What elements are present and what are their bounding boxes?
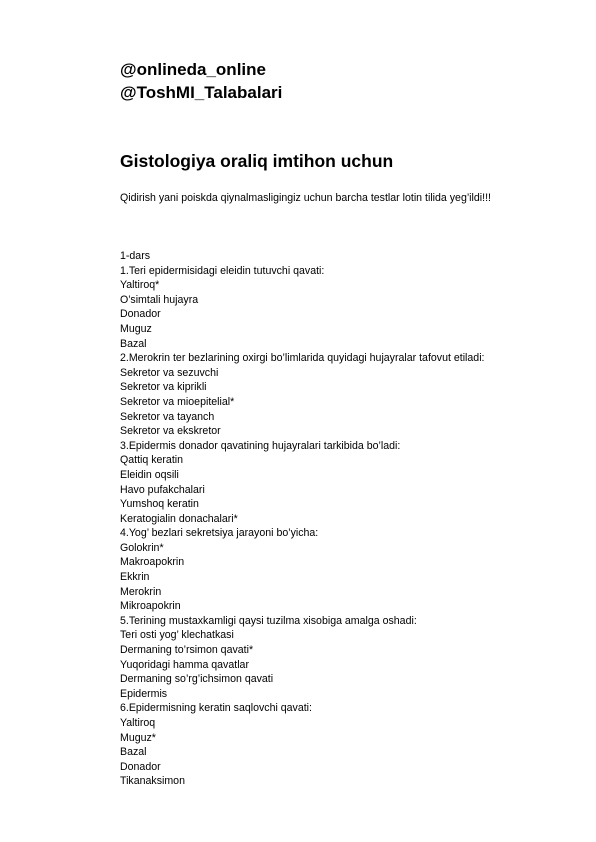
answer-option: Dermaning to’rsimon qavati*	[120, 644, 254, 657]
answer-option: Mikroapokrin	[120, 600, 181, 613]
answer-option: Sekretor va ekskretor	[120, 425, 221, 438]
answer-option: O’simtali hujayra	[120, 293, 199, 306]
answer-option: Dermaning so’rg’ichsimon qavati	[120, 673, 274, 686]
answer-option: Tikanaksimon	[120, 775, 185, 788]
question-block	[120, 439, 540, 527]
answer-option: Merokrin	[120, 585, 162, 598]
question-block	[120, 526, 540, 614]
channel-handles	[120, 58, 282, 104]
answer-option: Bazal	[120, 746, 147, 759]
answer-option: Donador	[120, 760, 161, 773]
answer-option: Makroapokrin	[120, 556, 185, 569]
question-text: 2.Merokrin ter bezlarining oxirgi bo’limlarida quyidagi hujayralar tafovut etiladi:	[120, 352, 485, 365]
answer-option: Eleidin oqsili	[120, 468, 179, 481]
answer-option: Teri osti yog’ klechatkasi	[120, 629, 234, 642]
question-text: 6.Epidermisning keratin saqlovchi qavati:	[120, 702, 312, 715]
channel-handle-2: @ToshMI_Talabalari	[120, 83, 283, 102]
question-text: 3.Epidermis donador qavatining hujayralari tarkibida bo’ladi:	[120, 439, 401, 452]
intro-note: Qidirish yani poiskda qiynalmasligingiz uchun barcha testlar lotin tilida yeg’ildi!!!	[120, 192, 491, 204]
answer-option: Havo pufakchalari	[120, 483, 205, 496]
quiz-list	[120, 249, 540, 789]
answer-option: Yaltiroq	[120, 717, 156, 729]
answer-option: Golokrin*	[120, 541, 164, 554]
question-block	[120, 614, 540, 702]
lesson-label: 1-dars	[120, 250, 151, 262]
channel-handle-1: @onlineda_online	[120, 60, 266, 79]
answer-option: Keratogialin donachalari*	[120, 512, 238, 525]
question-block	[120, 701, 540, 789]
question-text: 4.Yog’ bezlari sekretsiya jarayoni bo’yicha:	[120, 527, 319, 540]
answer-option: Epidermis	[120, 687, 168, 700]
answer-option: Qattiq keratin	[120, 454, 184, 467]
answer-option: Sekretor va mioepitelial*	[120, 395, 235, 408]
question-text: 1.Teri epidermisidagi eleidin tutuvchi qavati:	[120, 264, 325, 277]
question-block	[120, 351, 540, 439]
answer-option: Muguz	[120, 322, 152, 335]
answer-option: Sekretor va tayanch	[120, 410, 215, 423]
answer-option: Yumshoq keratin	[120, 498, 199, 511]
answer-option: Muguz*	[120, 731, 156, 744]
answer-option: Bazal	[120, 337, 147, 350]
question-text: 5.Terining mustaxkamligi qaysi tuzilma xisobiga amalga oshadi:	[120, 614, 417, 627]
answer-option: Yaltiroq*	[120, 279, 160, 292]
document-title: Gistologiya oraliq imtihon uchun	[120, 151, 394, 171]
question-block	[120, 264, 540, 352]
answer-option: Yuqoridagi hamma qavatlar	[120, 658, 249, 671]
answer-option: Sekretor va kiprikli	[120, 381, 207, 394]
answer-option: Donador	[120, 308, 161, 321]
answer-option: Sekretor va sezuvchi	[120, 366, 219, 379]
answer-option: Ekkrin	[120, 571, 150, 584]
